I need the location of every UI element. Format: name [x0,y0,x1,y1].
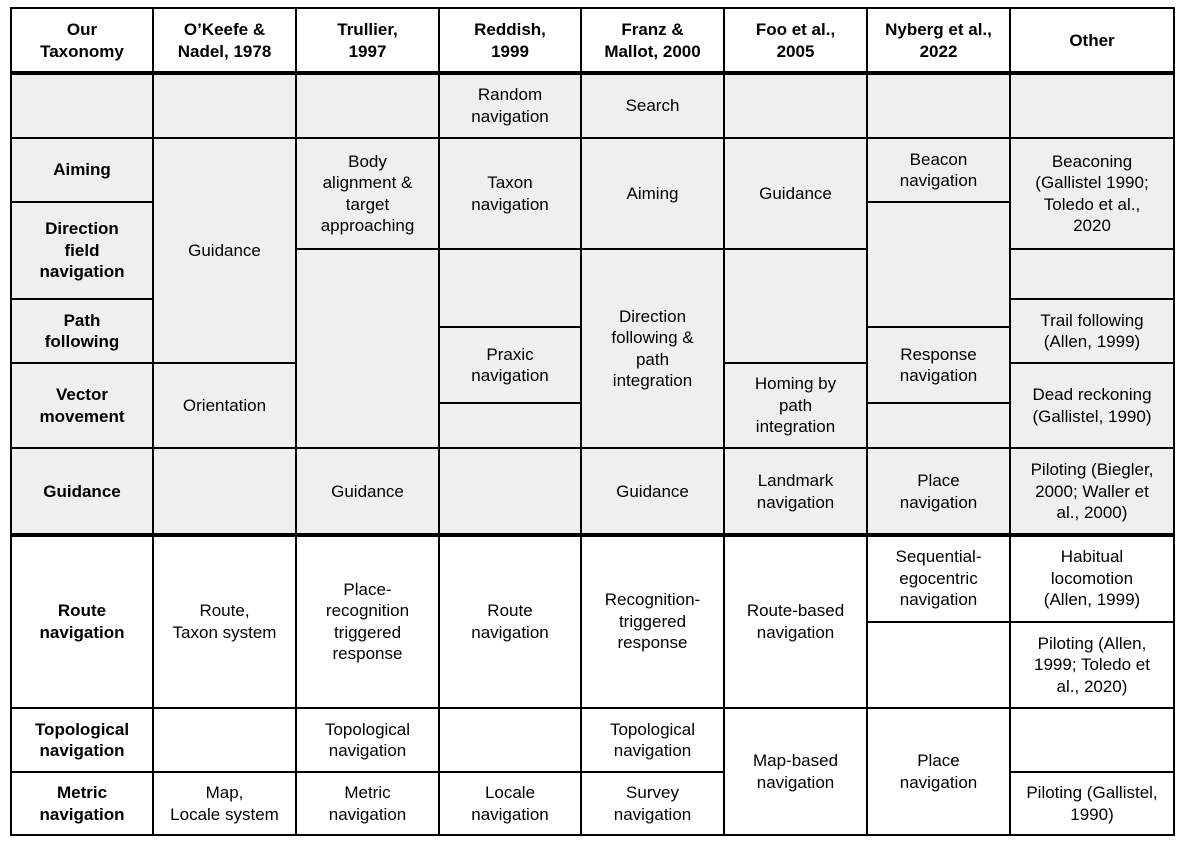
table-rule-vertical [866,535,867,622]
table-rule-vertical [10,202,11,299]
table-rule-vertical [1009,138,1010,249]
table-rule-vertical [1009,708,1010,772]
table-rule-horizontal [438,533,581,537]
cell-blank [11,73,153,138]
cell-other-dead-reckoning: Dead reckoning (Gallistel, 1990) [1010,363,1174,448]
table-rule-horizontal [723,447,867,448]
table-rule-vertical [1009,299,1010,363]
table-rule-horizontal [866,533,1010,537]
table-rule-vertical [295,8,296,73]
cell-reddish-praxic: Praxic navigation [439,327,581,403]
table-rule-horizontal [1009,533,1174,537]
cell-blank [1010,708,1174,772]
table-rule-horizontal [295,707,439,708]
cell-reddish-route: Route navigation [471,601,549,642]
table-rule-vertical [723,535,724,708]
table-rule-vertical [10,363,11,448]
table-rule-vertical [580,73,581,138]
table-rule-horizontal [295,447,439,448]
cell-franz-survey: Survey navigation [613,783,692,824]
table-rule-vertical [295,138,296,249]
header-reddish: Reddish, 1999 [474,20,546,61]
table-rule-vertical [866,202,867,327]
cell-nyberg-response: Response navigation [867,327,1010,403]
table-rule-vertical [580,448,581,535]
cell-franz-recognition: Recognition- triggered response [604,590,701,653]
header-trullier: Trullier, 1997 [337,20,398,61]
table-rule-horizontal [152,137,296,138]
table-rule-horizontal [1009,771,1174,772]
table-rule-horizontal [580,7,724,8]
table-rule-vertical [10,8,11,73]
table-rule-vertical [866,622,867,708]
table-rule-vertical [723,138,724,249]
table-rule-horizontal [723,71,867,75]
table-rule-horizontal [580,771,724,772]
cell-trullier-topological: Topological navigation [324,719,411,760]
table-rule-horizontal [295,7,439,8]
table-rule-vertical [10,299,11,363]
cell-blank [439,708,581,772]
table-rule-vertical [866,327,867,403]
table-rule-vertical [10,708,11,772]
cell-okeefe-route: Route, Taxon system [172,601,277,642]
table-rule-vertical [1173,708,1174,772]
table-rule-horizontal [1009,71,1174,75]
table-rule-horizontal [866,707,1010,708]
cell-other-beaconing: Beaconing (Gallistel 1990; Toledo et al., 2020 [1010,138,1174,249]
table-rule-horizontal [10,137,153,138]
table-rule-horizontal [438,326,581,327]
table-rule-horizontal [580,834,724,835]
table-rule-vertical [1009,73,1010,138]
table-rule-horizontal [10,447,153,448]
table-rule-vertical [1173,138,1174,249]
cell-trullier-metric: Metric navigation [328,783,407,824]
table-rule-vertical [152,138,153,363]
table-rule-horizontal [723,533,867,537]
cell-nyberg-place-lower: Place navigation [899,751,978,792]
header-other: Other [1069,30,1115,50]
table-rule-horizontal [152,7,296,8]
table-rule-vertical [438,8,439,73]
table-rule-horizontal [866,137,1010,138]
row-label-path-following: Path following [11,299,153,363]
table-rule-horizontal [723,248,867,249]
table-rule-horizontal [10,7,153,8]
cell-other-piloting-biegler: Piloting (Biegler, 2000; Waller et al., 2000) [1010,448,1174,535]
table-rule-vertical [723,73,724,138]
table-rule-vertical [580,708,581,772]
cell-franz-direction-following: Direction following & path integration [581,249,724,448]
table-rule-vertical [866,448,867,535]
table-rule-horizontal [1009,447,1174,448]
cell-other-trail: Trail following (Allen, 1999) [1010,299,1174,363]
cell-reddish-taxon: Taxon navigation [439,138,581,249]
table-rule-vertical [866,73,867,138]
taxonomy-table [11,8,1174,835]
table-rule-horizontal [438,771,581,772]
table-rule-vertical [1173,363,1174,448]
row-label-vector-movement: Vector movement [11,363,153,448]
table-rule-horizontal [723,707,867,708]
row-label-aiming: Aiming [11,138,153,202]
table-rule-vertical [1009,772,1010,835]
table-rule-horizontal [295,248,439,249]
table-rule-vertical [438,249,439,327]
table-rule-vertical [1009,8,1010,73]
table-rule-horizontal [438,71,581,75]
table-rule-vertical [295,535,296,708]
row-label-guidance: Guidance [11,448,153,535]
table-rule-horizontal [580,707,724,708]
table-rule-vertical [152,73,153,138]
table-rule-horizontal [295,771,439,772]
table-rule-horizontal [580,447,724,448]
cell-blank [153,73,296,138]
table-rule-horizontal [723,362,867,363]
cell-other-piloting-gallistel: Piloting (Gallistel, 1990) [1026,783,1158,824]
cell-franz-guidance: Guidance [581,448,724,535]
table-rule-vertical [1173,622,1174,708]
table-rule-horizontal [866,402,1010,403]
cell-blank [867,73,1010,138]
cell-blank [1010,73,1174,138]
cell-trullier-body-alignment: Body alignment & target approaching [296,138,439,249]
table-rule-horizontal [152,533,296,537]
table-rule-vertical [295,772,296,835]
table-rule-horizontal [152,771,296,772]
cell-foo-guidance: Guidance [724,138,867,249]
table-rule-horizontal [1009,248,1174,249]
table-rule-vertical [152,535,153,708]
table-rule-vertical [152,448,153,535]
table-rule-horizontal [438,137,581,138]
table-rule-horizontal [580,137,724,138]
cell-blank [296,73,439,138]
table-rule-horizontal [438,447,581,448]
table-rule-vertical [152,708,153,772]
table-rule-horizontal [866,621,1010,622]
table-rule-horizontal [438,248,581,249]
table-rule-vertical [152,363,153,448]
row-label-route-navigation: Route navigation [39,601,125,642]
table-rule-horizontal [866,71,1010,75]
cell-blank [439,403,581,448]
table-rule-vertical [1173,448,1174,535]
table-rule-horizontal [1009,707,1174,708]
cell-blank [153,448,296,535]
table-rule-horizontal [295,533,439,537]
table-rule-vertical [295,73,296,138]
table-rule-horizontal [10,362,153,363]
table-rule-vertical [580,535,581,708]
table-rule-horizontal [10,834,153,835]
cell-reddish-locale: Locale navigation [471,783,549,824]
table-rule-vertical [438,327,439,403]
table-rule-horizontal [438,402,581,403]
table-rule-vertical [10,448,11,535]
table-rule-horizontal [10,298,153,299]
cell-blank [867,622,1010,708]
table-rule-vertical [1173,299,1174,363]
table-rule-horizontal [866,7,1010,8]
table-rule-horizontal [438,7,581,8]
cell-nyberg-beacon: Beacon navigation [867,138,1010,202]
header-okeefe-nadel: O’Keefe & Nadel, 1978 [177,20,272,61]
table-rule-horizontal [152,447,296,448]
cell-blank [724,73,867,138]
cell-blank [867,202,1010,327]
table-rule-vertical [295,708,296,772]
cell-okeefe-guidance: Guidance [153,138,296,363]
table-rule-horizontal [866,326,1010,327]
cell-blank [1010,249,1174,299]
header-franz-mallot: Franz & Mallot, 2000 [604,20,701,61]
table-rule-vertical [1173,772,1174,835]
table-rule-vertical [1009,448,1010,535]
table-rule-horizontal [1009,834,1174,835]
table-rule-horizontal [10,71,153,75]
cell-trullier-guidance: Guidance [296,448,439,535]
row-label-direction-field: Direction field navigation [11,202,153,299]
table-rule-vertical [580,138,581,249]
table-rule-vertical [438,535,439,708]
table-rule-vertical [1173,8,1174,73]
cell-franz-search: Search [581,73,724,138]
table-rule-horizontal [866,201,1010,202]
table-rule-vertical [1009,535,1010,622]
table-rule-vertical [723,363,724,448]
table-rule-vertical [866,138,867,202]
table-rule-vertical [10,73,11,138]
table-rule-horizontal [10,771,153,772]
table-rule-vertical [438,708,439,772]
header-nyberg: Nyberg et al., 2022 [885,20,992,61]
table-rule-horizontal [152,834,296,835]
cell-other-habitual: Habitual locomotion (Allen, 1999) [1043,547,1141,610]
table-rule-vertical [723,448,724,535]
table-rule-horizontal [723,7,867,8]
table-rule-vertical [1009,249,1010,299]
table-rule-horizontal [580,533,724,537]
table-rule-horizontal [580,71,724,75]
table-rule-vertical [1009,622,1010,708]
table-rule-vertical [866,708,867,835]
row-label-metric-navigation: Metric navigation [39,783,125,824]
cell-blank [439,448,581,535]
table-rule-vertical [580,249,581,448]
table-rule-vertical [723,249,724,363]
table-rule-vertical [295,448,296,535]
table-rule-vertical [438,403,439,448]
table-rule-vertical [1173,249,1174,299]
table-rule-horizontal [1009,7,1174,8]
table-rule-horizontal [723,834,867,835]
table-rule-vertical [438,448,439,535]
header-our-taxonomy: Our Taxonomy [40,20,124,61]
table-rule-vertical [1173,73,1174,138]
table-rule-vertical [723,708,724,835]
table-rule-horizontal [723,137,867,138]
table-rule-vertical [1173,535,1174,622]
cell-okeefe-map: Map, Locale system [170,783,279,824]
cell-other-piloting-allen: Piloting (Allen, 1999; Toledo et al., 2020) [1034,633,1150,696]
table-rule-horizontal [1009,137,1174,138]
table-rule-vertical [866,403,867,448]
table-rule-vertical [152,772,153,835]
table-rule-vertical [10,772,11,835]
table-rule-vertical [723,8,724,73]
table-rule-horizontal [295,71,439,75]
table-rule-horizontal [1009,298,1174,299]
table-rule-horizontal [295,834,439,835]
row-label-topological-navigation: Topological navigation [34,719,130,760]
table-rule-horizontal [10,201,153,202]
cell-foo-landmark: Landmark navigation [724,448,867,535]
table-rule-horizontal [1009,621,1174,622]
table-rule-horizontal [152,362,296,363]
table-rule-horizontal [866,447,1010,448]
cell-blank [439,249,581,327]
table-rule-horizontal [295,137,439,138]
cell-okeefe-orientation: Orientation [153,363,296,448]
table-rule-vertical [438,138,439,249]
table-rule-vertical [580,8,581,73]
table-rule-horizontal [152,71,296,75]
table-rule-vertical [1009,363,1010,448]
table-rule-vertical [866,8,867,73]
table-rule-horizontal [152,707,296,708]
table-rule-horizontal [580,248,724,249]
cell-foo-map-based: Map-based navigation [752,751,839,792]
cell-nyberg-sequential: Sequential- egocentric navigation [895,547,982,610]
table-rule-vertical [10,138,11,202]
cell-trullier-place-recognition: Place- recognition triggered response [325,579,410,663]
table-rule-horizontal [10,707,153,708]
cell-blank [153,708,296,772]
table-rule-horizontal [438,834,581,835]
cell-blank [296,249,439,448]
cell-foo-route-based: Route-based navigation [746,601,845,642]
cell-franz-aiming: Aiming [581,138,724,249]
table-rule-vertical [152,8,153,73]
table-rule-vertical [10,535,11,708]
table-rule-horizontal [1009,362,1174,363]
table-rule-horizontal [866,834,1010,835]
cell-franz-topological: Topological navigation [609,719,696,760]
cell-reddish-random: Random navigation [439,73,581,138]
cell-blank [724,249,867,363]
table-rule-horizontal [10,533,153,537]
table-rule-vertical [438,772,439,835]
table-rule-vertical [438,73,439,138]
table-rule-vertical [295,249,296,448]
table-rule-vertical [580,772,581,835]
table-rule-horizontal [438,707,581,708]
cell-blank [867,403,1010,448]
cell-foo-homing: Homing by path integration [724,363,867,448]
header-foo: Foo et al., 2005 [755,20,836,61]
cell-nyberg-place-upper: Place navigation [867,448,1010,535]
